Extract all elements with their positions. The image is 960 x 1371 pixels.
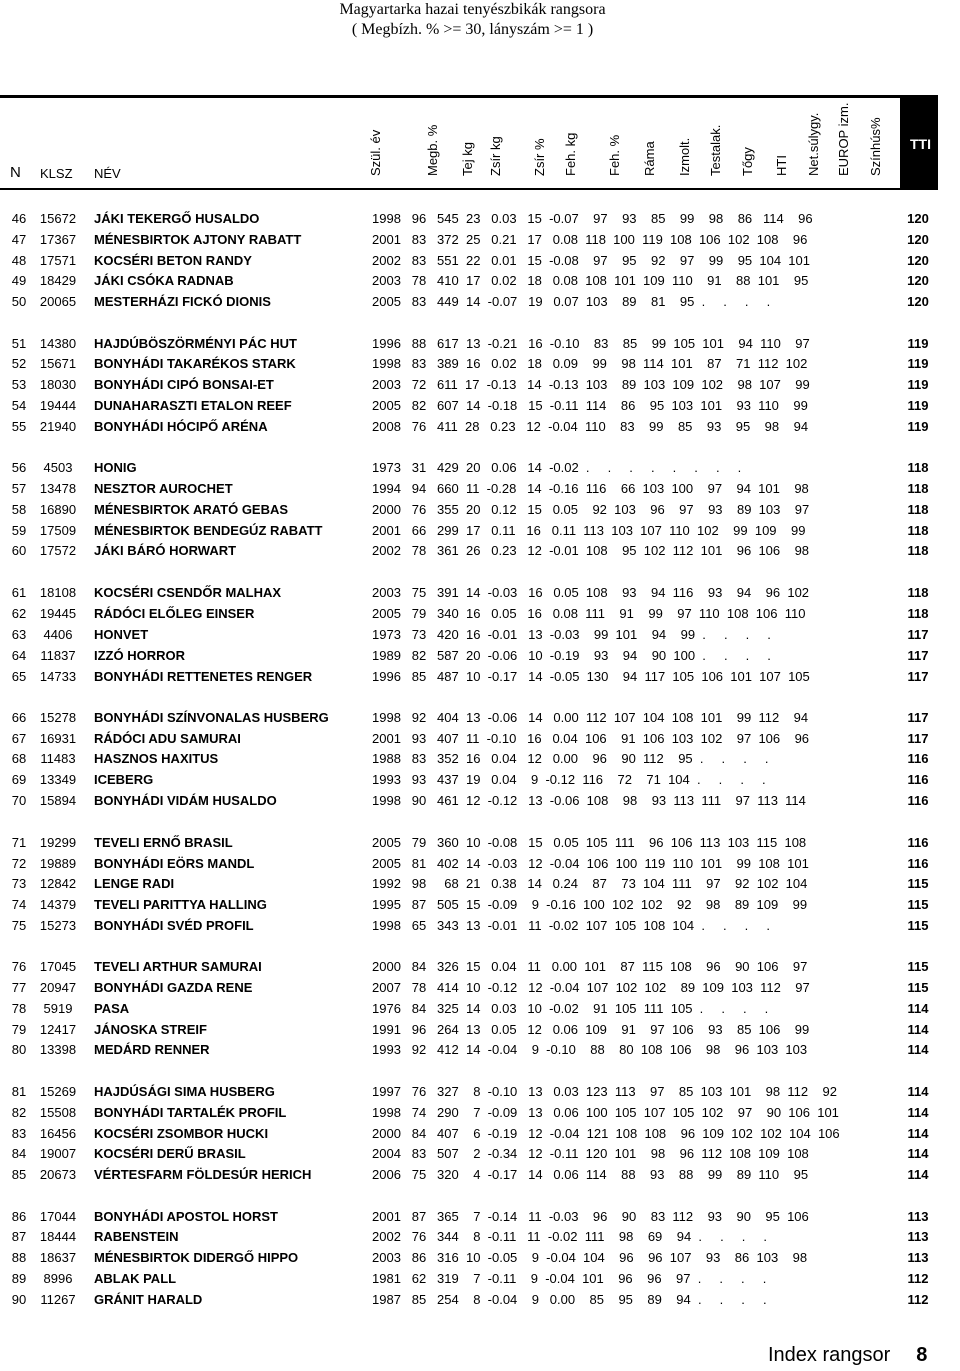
row-number: 51: [11, 336, 27, 351]
table-row: [0, 729, 945, 749]
values-cell: 1998 65 343 13 -0.01 11 -0.02 107 105 108 104 . . . .: [372, 918, 770, 933]
name-cell: KOCSÉRI CSENDŐR MALHAX: [94, 585, 282, 600]
klsz-cell: 15894: [39, 793, 77, 808]
name-cell: RÁDÓCI ELŐLEG EINSER: [94, 606, 255, 621]
row-number: 58: [11, 502, 27, 517]
row-number: 90: [11, 1292, 27, 1307]
name-cell: HAJDÚSÁGI SIMA HUSBERG: [94, 1084, 275, 1099]
footer: [768, 1344, 927, 1367]
table-row: [0, 479, 945, 499]
values-cell: 2002 83 551 22 0.01 15 -0.08 97 95 92 97 99 95 104 101: [372, 253, 810, 268]
name-cell: JÁKI TEKERGŐ HUSALDO: [94, 211, 260, 226]
name-cell: DUNAHARASZTI ETALON REEF: [94, 398, 292, 413]
name-cell: LENGE RADI: [94, 876, 175, 891]
name-cell: BONYHÁDI APOSTOL HORST: [94, 1209, 278, 1224]
tti-cell: 119: [907, 356, 929, 371]
values-cell: 1998 74 290 7 -0.09 13 0.06 100 105 107 105 102 97 90 106 101: [372, 1105, 839, 1120]
row-number: 81: [11, 1084, 27, 1099]
row-number: 61: [11, 585, 27, 600]
values-cell: 2000 76 355 20 0.12 15 0.05 92 103 96 97 93 89 103 97: [372, 502, 810, 517]
table-row: [0, 1290, 945, 1310]
name-cell: TEVELI PARITTYA HALLING: [94, 897, 267, 912]
row-number: 46: [11, 211, 27, 226]
table-row: [0, 749, 945, 769]
values-cell: 1995 87 505 15 -0.09 9 -0.16 100 102 102 92 98 89 109 99: [372, 897, 808, 912]
tti-header: TTI: [910, 136, 931, 152]
values-cell: 1991 96 264 13 0.05 12 0.06 109 91 97 106 93 85 106 99: [372, 1022, 810, 1037]
name-cell: PASA: [94, 1001, 130, 1016]
name-cell: BONYHÁDI VIDÁM HUSALDO: [94, 793, 277, 808]
name-cell: MEDÁRD RENNER: [94, 1042, 210, 1057]
row-number: 82: [11, 1105, 27, 1120]
name-cell: BONYHÁDI SVÉD PROFIL: [94, 918, 254, 933]
klsz-cell: 8996: [43, 1271, 73, 1286]
klsz-cell: 17509: [39, 523, 77, 538]
row-number: 64: [11, 648, 27, 663]
row-number: 85: [11, 1167, 27, 1182]
table-row: [0, 1144, 945, 1164]
name-cell: RABENSTEIN: [94, 1229, 179, 1244]
klsz-cell: 12842: [39, 876, 77, 891]
klsz-cell: 18444: [39, 1229, 77, 1244]
values-cell: 2003 86 316 10 -0.05 9 -0.04 104 96 96 107 93 86 103 98: [372, 1250, 808, 1265]
klsz-cell: 16456: [39, 1126, 77, 1141]
table-row: [0, 1040, 945, 1060]
table-row: [0, 375, 945, 395]
klsz-cell: 17044: [39, 1209, 77, 1224]
tti-cell: 119: [907, 377, 929, 392]
name-cell: BONYHÁDI RETTENETES RENGER: [94, 669, 313, 684]
values-cell: 2000 84 407 6 -0.19 12 -0.04 121 108 108 96 109 102 102 104 106: [372, 1126, 840, 1141]
name-cell: TEVELI ERNŐ BRASIL: [94, 835, 233, 850]
row-number: 88: [11, 1250, 27, 1265]
table-row: [0, 1165, 945, 1185]
values-cell: 2001 87 365 7 -0.14 11 -0.03 96 90 83 112 93 90 95 106: [372, 1209, 809, 1224]
table-row: [0, 1227, 945, 1247]
klsz-cell: 19445: [39, 606, 77, 621]
klsz-cell: 17571: [39, 253, 77, 268]
table-row: [0, 646, 945, 666]
table-row: [0, 708, 945, 728]
table-row: [0, 354, 945, 374]
table-row: [0, 833, 945, 853]
klsz-cell: 12417: [39, 1022, 77, 1037]
tti-cell: 114: [907, 1146, 929, 1161]
values-cell: 2005 79 340 16 0.05 16 0.08 111 91 99 97 110 108 106 110: [372, 606, 806, 621]
tti-cell: 117: [907, 731, 929, 746]
tti-cell: 117: [907, 648, 929, 663]
row-number: 54: [11, 398, 27, 413]
row-number: 75: [11, 918, 27, 933]
table-row: [0, 957, 945, 977]
col-header: Testalak.: [708, 124, 723, 176]
col-header: Net.súlygy.: [806, 112, 821, 176]
col-header: Szül. év: [368, 129, 383, 176]
col-header: Zsír %: [532, 138, 547, 176]
values-cell: 2005 82 607 14 -0.18 15 -0.11 114 86 95 103 101 93 110 99: [372, 398, 808, 413]
klsz-cell: 15671: [39, 356, 77, 371]
table-row: [0, 1020, 945, 1040]
table-row: [0, 500, 945, 520]
klsz-cell: 16890: [39, 502, 77, 517]
tti-cell: 114: [907, 1022, 929, 1037]
name-cell: NESZTOR AUROCHET: [94, 481, 233, 496]
row-number: 52: [11, 356, 27, 371]
values-cell: 2004 83 507 2 -0.34 12 -0.11 120 101 98 96 112 108 109 108: [372, 1146, 809, 1161]
row-number: 87: [11, 1229, 27, 1244]
klsz-cell: 5919: [43, 1001, 73, 1016]
row-number: 48: [11, 253, 27, 268]
table-row: [0, 770, 945, 790]
table-row: [0, 1207, 945, 1227]
tti-cell: 114: [907, 1001, 929, 1016]
name-cell: JÁKI BÁRÓ HORWART: [94, 543, 237, 558]
table-row: [0, 1124, 945, 1144]
name-cell: JÁNOSKA STREIF: [94, 1022, 207, 1037]
row-number: 50: [11, 294, 27, 309]
table-row: [0, 791, 945, 811]
klsz-cell: 19889: [39, 856, 77, 871]
values-cell: 1976 84 325 14 0.03 10 -0.02 91 105 111 105 . . . .: [372, 1001, 769, 1016]
tti-cell: 114: [907, 1167, 929, 1182]
row-number: 47: [11, 232, 27, 247]
table-row: [0, 271, 945, 291]
klsz-cell: 21940: [39, 419, 77, 434]
table-row: [0, 667, 945, 687]
name-cell: TEVELI ARTHUR SAMURAI: [94, 959, 262, 974]
col-header: Ráma: [642, 141, 657, 176]
values-cell: 1987 85 254 8 -0.04 9 0.00 85 95 89 94 . . . .: [372, 1292, 767, 1307]
tti-cell: 115: [907, 959, 929, 974]
tti-cell: 118: [907, 502, 929, 517]
values-cell: 1996 88 617 13 -0.21 16 -0.10 83 85 99 105 101 94 110 97: [372, 336, 810, 351]
name-cell: MÉNESBIRTOK DIDERGŐ HIPPO: [94, 1250, 299, 1265]
row-number: 79: [11, 1022, 27, 1037]
klsz-cell: 18429: [39, 273, 77, 288]
name-cell: MESTERHÁZI FICKÓ DIONIS: [94, 294, 271, 309]
page-number: 8: [916, 1344, 928, 1366]
tti-cell: 114: [907, 1084, 929, 1099]
row-number: 59: [11, 523, 27, 538]
tti-cell: 118: [907, 481, 929, 496]
tti-cell: 120: [907, 211, 929, 226]
tti-cell: 118: [907, 523, 929, 538]
row-number: 77: [11, 980, 27, 995]
col-header: Tőgy: [740, 147, 755, 176]
name-cell: BONYHÁDI EÖRS MANDL: [94, 856, 255, 871]
klsz-cell: 4406: [43, 627, 73, 642]
tti-cell: 118: [907, 585, 929, 600]
tti-cell: 113: [907, 1209, 929, 1224]
name-cell: KOCSÉRI ZSOMBOR HUCKI: [94, 1126, 269, 1141]
name-cell: BONYHÁDI CIPÓ BONSAI-ET: [94, 377, 274, 392]
footer-label: Index rangsor: [768, 1344, 891, 1366]
tti-cell: 115: [907, 980, 929, 995]
col-header: Színhús%: [868, 117, 883, 176]
tti-cell: 120: [907, 294, 929, 309]
col-n-header: N: [10, 164, 21, 181]
values-cell: 1998 92 404 13 -0.06 14 0.00 112 107 104 108 101 99 112 94: [372, 710, 809, 725]
name-cell: BONYHÁDI TARTALÉK PROFIL: [94, 1105, 287, 1120]
values-cell: 1993 93 437 19 0.04 9 -0.12 116 72 71 104 . . . .: [372, 772, 766, 787]
values-cell: 1997 76 327 8 -0.10 13 0.03 123 113 97 85 103 101 98 112 92: [372, 1084, 837, 1099]
values-cell: 2003 72 611 17 -0.13 14 -0.13 103 89 103 109 102 98 107 99: [372, 377, 810, 392]
row-number: 66: [11, 710, 27, 725]
row-number: 69: [11, 772, 27, 787]
tti-cell: 112: [907, 1292, 929, 1307]
tti-cell: 119: [907, 336, 929, 351]
name-cell: IZZÓ HORROR: [94, 648, 185, 663]
table-row: [0, 978, 945, 998]
table-row: [0, 1248, 945, 1268]
klsz-cell: 19444: [39, 398, 77, 413]
row-number: 89: [11, 1271, 27, 1286]
klsz-cell: 15672: [39, 211, 77, 226]
table-row: [0, 1269, 945, 1289]
klsz-cell: 17367: [39, 232, 77, 247]
tti-cell: 117: [907, 669, 929, 684]
row-number: 49: [11, 273, 27, 288]
row-number: 74: [11, 897, 27, 912]
name-cell: HASZNOS HAXITUS: [94, 751, 219, 766]
values-cell: 2008 76 411 28 0.23 12 -0.04 110 83 99 85 93 95 98 94: [372, 419, 809, 434]
tti-cell: 115: [907, 897, 929, 912]
tti-cell: 115: [907, 876, 929, 891]
values-cell: 1981 62 319 7 -0.11 9 -0.04 101 96 96 97 . . . .: [372, 1271, 767, 1286]
table-row: [0, 854, 945, 874]
klsz-cell: 20065: [39, 294, 77, 309]
tti-cell: 116: [907, 751, 929, 766]
name-cell: HONIG: [94, 460, 137, 475]
col-header: Feh. kg: [563, 132, 578, 176]
row-number: 55: [11, 419, 27, 434]
table-row: [0, 230, 945, 250]
tti-cell: 119: [907, 419, 929, 434]
klsz-cell: 13478: [39, 481, 77, 496]
table-row: [0, 916, 945, 936]
klsz-cell: 14733: [39, 669, 77, 684]
tti-cell: 118: [907, 543, 929, 558]
values-cell: 1998 90 461 12 -0.12 13 -0.06 108 98 93 113 111 97 113 114: [372, 793, 806, 808]
name-cell: MÉNESBIRTOK AJTONY RABATT: [94, 232, 302, 247]
klsz-cell: 15273: [39, 918, 77, 933]
row-number: 84: [11, 1146, 27, 1161]
name-cell: BONYHÁDI HÓCIPŐ ARÉNA: [94, 419, 268, 434]
table-row: [0, 209, 945, 229]
table-row: [0, 999, 945, 1019]
values-cell: 1993 92 412 14 -0.04 9 -0.10 88 80 108 106 98 96 103 103: [372, 1042, 808, 1057]
tti-cell: 115: [907, 918, 929, 933]
tti-cell: 116: [907, 772, 929, 787]
klsz-cell: 20947: [39, 980, 77, 995]
table-row: [0, 583, 945, 603]
row-number: 53: [11, 377, 27, 392]
tti-cell: 117: [907, 710, 929, 725]
table-row: [0, 1082, 945, 1102]
klsz-cell: 20673: [39, 1167, 77, 1182]
klsz-cell: 19299: [39, 835, 77, 850]
tti-cell: 114: [907, 1105, 929, 1120]
tti-cell: 120: [907, 232, 929, 247]
table-row: [0, 458, 945, 478]
name-cell: BONYHÁDI GAZDA RENE: [94, 980, 253, 995]
row-number: 78: [11, 1001, 27, 1016]
col-header: Tej kg: [460, 142, 475, 176]
klsz-cell: 17045: [39, 959, 77, 974]
values-cell: 2007 78 414 10 -0.12 12 -0.04 107 102 102 89 109 103 112 97: [372, 980, 810, 995]
row-number: 83: [11, 1126, 27, 1141]
col-header: HTI: [774, 155, 789, 176]
values-cell: 1988 83 352 16 0.04 12 0.00 96 90 112 95 . . . .: [372, 751, 769, 766]
values-cell: 2003 78 410 17 0.02 18 0.08 108 101 109 110 91 88 101 95: [372, 273, 809, 288]
page-title: Magyartarka hazai tenyészbikák rangsora: [339, 1, 606, 18]
values-cell: 1998 83 389 16 0.02 18 0.09 99 98 114 101 87 71 112 102: [372, 356, 808, 371]
values-cell: 2005 81 402 14 -0.03 12 -0.04 106 100 119 110 101 99 108 101: [372, 856, 809, 871]
name-cell: VÉRTESFARM FÖLDESÚR HERICH: [94, 1167, 312, 1182]
table-row: [0, 334, 945, 354]
name-cell: RÁDÓCI ADU SAMURAI: [94, 731, 241, 746]
row-number: 63: [11, 627, 27, 642]
table-row: [0, 396, 945, 416]
row-number: 80: [11, 1042, 27, 1057]
klsz-cell: 17572: [39, 543, 77, 558]
row-number: 67: [11, 731, 27, 746]
values-cell: 2005 83 449 14 -0.07 19 0.07 103 89 81 95 . . . .: [372, 294, 771, 309]
values-cell: 1992 98 68 21 0.38 14 0.24 87 73 104 111 97 92 102 104: [372, 876, 808, 891]
row-number: 86: [11, 1209, 27, 1224]
values-cell: 1996 85 487 10 -0.17 14 -0.05 130 94 117 105 106 101 107 105: [372, 669, 810, 684]
name-cell: HONVET: [94, 627, 149, 642]
klsz-cell: 14380: [39, 336, 77, 351]
tti-cell: 118: [907, 460, 929, 475]
values-cell: 2002 76 344 8 -0.11 11 -0.02 111 98 69 94 . . . .: [372, 1229, 768, 1244]
page-subtitle: ( Megbízh. % >= 30, lányszám >= 1 ): [351, 21, 594, 38]
col-nev-header: NÉV: [94, 166, 121, 181]
tti-cell: 117: [907, 627, 929, 642]
row-number: 71: [11, 835, 27, 850]
klsz-cell: 15508: [39, 1105, 77, 1120]
table-row: [0, 521, 945, 541]
name-cell: BONYHÁDI TAKARÉKOS STARK: [94, 356, 296, 371]
table-row: [0, 625, 945, 645]
tti-cell: 113: [907, 1229, 929, 1244]
row-number: 60: [11, 543, 27, 558]
row-number: 65: [11, 669, 27, 684]
table-row: [0, 417, 945, 437]
row-number: 73: [11, 876, 27, 891]
tti-cell: 119: [907, 398, 929, 413]
table-row: [0, 541, 945, 561]
values-cell: 1998 96 545 23 0.03 15 -0.07 97 93 85 99 98 86 114 96: [372, 211, 813, 226]
row-number: 68: [11, 751, 27, 766]
col-klsz-header: KLSZ: [40, 166, 73, 181]
klsz-cell: 4503: [43, 460, 73, 475]
klsz-cell: 18030: [39, 377, 77, 392]
row-number: 56: [11, 460, 27, 475]
klsz-cell: 11483: [40, 751, 76, 766]
values-cell: 2001 83 372 25 0.21 17 0.08 118 100 119 108 106 102 108 96: [372, 232, 808, 247]
values-cell: 2005 79 360 10 -0.08 15 0.05 105 111 96 106 113 103 115 108: [372, 835, 807, 850]
values-cell: 2006 75 320 4 -0.17 14 0.06 114 88 93 88 99 89 110 95: [372, 1167, 809, 1182]
name-cell: KOCSÉRI BETON RANDY: [94, 253, 252, 268]
values-cell: 1973 73 420 16 -0.01 13 -0.03 99 101 94 99 . . . .: [372, 627, 771, 642]
table-row: [0, 1103, 945, 1123]
table-row: [0, 895, 945, 915]
name-cell: GRÁNIT HARALD: [94, 1292, 203, 1307]
col-header: Feh. %: [607, 134, 622, 176]
name-cell: MÉNESBIRTOK ARATÓ GEBAS: [94, 502, 289, 517]
values-cell: 2001 66 299 17 0.11 16 0.11 113 103 107 110 102 99 109 99: [372, 523, 806, 538]
klsz-cell: 19007: [39, 1146, 77, 1161]
name-cell: MÉNESBIRTOK BENDEGÚZ RABATT: [94, 523, 323, 538]
klsz-cell: 15278: [39, 710, 77, 725]
values-cell: 2000 84 326 15 0.04 11 0.00 101 87 115 108 96 90 106 97: [372, 959, 808, 974]
klsz-cell: 16931: [39, 731, 77, 746]
table-row: [0, 251, 945, 271]
col-header: Megb. %: [425, 124, 440, 176]
name-cell: ABLAK PALL: [94, 1271, 177, 1286]
name-cell: ICEBERG: [94, 772, 154, 787]
name-cell: JÁKI CSÓKA RADNAB: [94, 273, 234, 288]
klsz-cell: 15269: [39, 1084, 77, 1099]
col-header: EUROP izm.: [836, 102, 851, 176]
table-row: [0, 604, 945, 624]
name-cell: HAJDÚBÖSZÖRMÉNYI PÁC HUT: [94, 336, 297, 351]
table-row: [0, 874, 945, 894]
tti-cell: 112: [907, 1271, 929, 1286]
klsz-cell: 18108: [39, 585, 77, 600]
tti-cell: 116: [907, 856, 929, 871]
row-number: 70: [11, 793, 27, 808]
col-header: Zsír kg: [488, 136, 503, 176]
row-number: 62: [11, 606, 27, 621]
values-cell: 1994 94 660 11 -0.28 14 -0.16 116 66 103 100 97 94 101 98: [372, 481, 809, 496]
values-cell: 1989 82 587 20 -0.06 10 -0.19 93 94 90 100 . . . .: [372, 648, 771, 663]
values-cell: 2002 78 361 26 0.23 12 -0.01 108 95 102 112 101 96 106 98: [372, 543, 810, 558]
values-cell: 2001 93 407 11 -0.10 16 0.04 106 91 106 103 102 97 106 96: [372, 731, 810, 746]
row-number: 57: [11, 481, 27, 496]
klsz-cell: 13398: [39, 1042, 77, 1057]
row-number: 76: [11, 959, 27, 974]
col-header: Izmolt.: [677, 137, 692, 176]
values-cell: 2003 75 391 14 -0.03 16 0.05 108 93 94 116 93 94 96 102: [372, 585, 810, 600]
klsz-cell: 14379: [39, 897, 77, 912]
tti-cell: 116: [907, 793, 929, 808]
table-row: [0, 292, 945, 312]
klsz-cell: 11267: [40, 1292, 76, 1307]
tti-cell: 116: [907, 835, 929, 850]
name-cell: BONYHÁDI SZÍNVONALAS HUSBERG: [94, 710, 329, 725]
tti-cell: 113: [907, 1250, 929, 1265]
tti-cell: 120: [907, 253, 929, 268]
tti-cell: 120: [907, 273, 929, 288]
tti-cell: 114: [907, 1126, 929, 1141]
row-number: 72: [11, 856, 27, 871]
klsz-cell: 13349: [39, 772, 77, 787]
tti-cell: 114: [907, 1042, 929, 1057]
name-cell: KOCSÉRI DERŰ BRASIL: [94, 1146, 246, 1161]
klsz-cell: 11837: [40, 648, 76, 663]
tti-cell: 118: [907, 606, 929, 621]
values-cell: 1973 31 429 20 0.06 14 -0.02 . . . . . . . .: [372, 460, 742, 475]
klsz-cell: 18637: [39, 1250, 77, 1265]
header-divider: [0, 188, 938, 190]
